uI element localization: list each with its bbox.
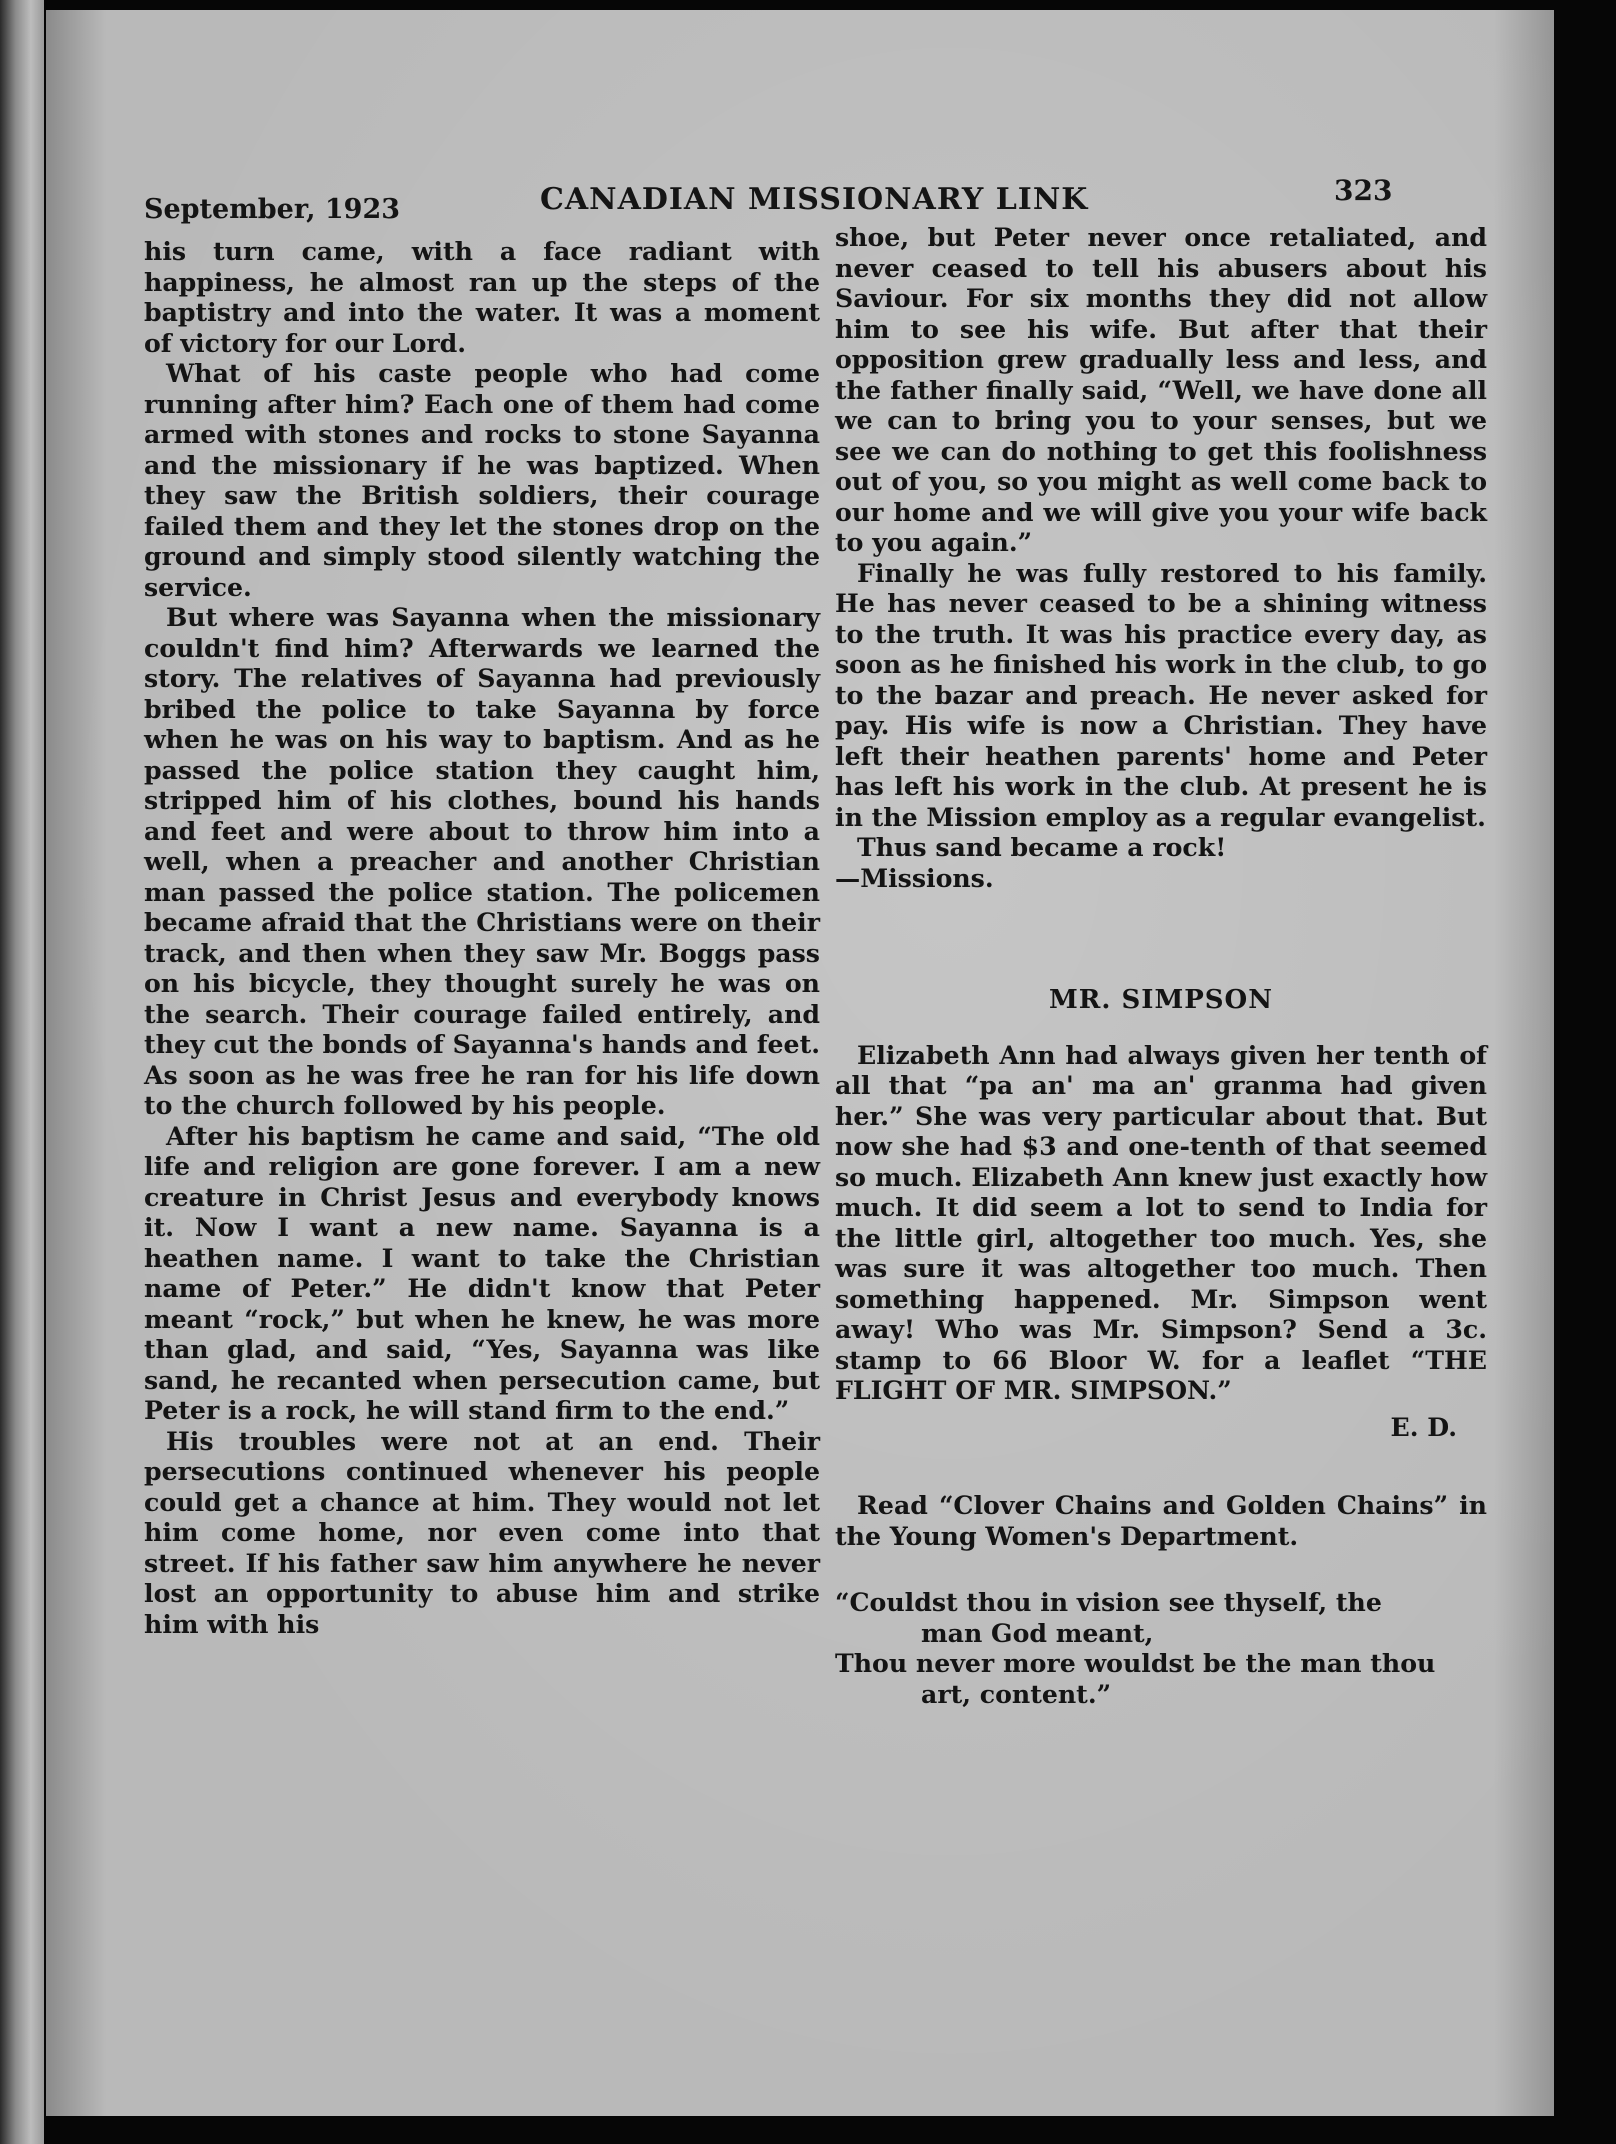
header-date: September, 1923 xyxy=(144,194,401,225)
left-paragraph-2: What of his caste people who had come running after him? Each one of them had come armed with stones and rocks to stone Sayanna and the missionary if he was baptized. When they saw the British soldiers, their courage failed them and they let the stones drop on the ground and simply stood silently watching the service. xyxy=(144,358,820,602)
right-column xyxy=(835,222,1487,1709)
header-page-number: 323 xyxy=(1334,174,1393,207)
right-paragraph-2: Finally he was fully restored to his family. He has never ceased to be a shining witness to the truth. It was his practice every day, as soon as he finished his work in the club, to go to the bazar and preach. He never asked for pay. His wife is now a Christian. They have left their heathen parents' home and Peter has left his work in the club. At present he is in the Mission employ as a regular evangelist. xyxy=(835,557,1487,832)
left-paragraph-1: his turn came, with a face radiant with happiness, he almost ran up the steps of the baptistry and into the water. It was a moment of victory for our Lord. xyxy=(144,236,820,358)
header-title: CANADIAN MISSIONARY LINK xyxy=(540,182,1089,217)
left-paragraph-4: After his baptism he came and said, “The old life and religion are gone forever. I am a new creature in Christ Jesus and everybody knows it. Now I want a new name. Sayanna is a heathen name. I want to take the Christian name of Peter.” He didn't know that Peter meant “rock,” but when he knew, he was more than glad, and said, “Yes, Sayanna was like sand, he recanted when persecution came, but Peter is a rock, he will stand firm to the end.” xyxy=(144,1120,820,1425)
poem-line-3: Thou never more wouldst be the man thou xyxy=(835,1648,1436,1678)
book-spine-edge xyxy=(0,0,44,2144)
right-paragraph-3: Thus sand became a rock! xyxy=(857,832,1227,862)
closing-poem xyxy=(835,1587,1487,1709)
article-heading: MR. SIMPSON xyxy=(1049,985,1273,1015)
left-paragraph-5: His troubles were not at an end. Their persecutions continued whenever his people could get a chance at him. They would not let him come home, nor even come into that street. If his father saw him anywhere he never lost an opportunity to abuse him and strike him with his xyxy=(144,1425,820,1639)
notice-paragraph: Read “Clover Chains and Golden Chains” in the Young Women's Department. xyxy=(835,1490,1487,1551)
poem-line-4: art, content.” xyxy=(921,1678,1112,1709)
poem-line-2: man God meant, xyxy=(921,1617,1154,1648)
left-paragraph-3: But where was Sayanna when the missionary couldn't find him? Afterwards we learned the story. The relatives of Sayanna had previously bribed the police to take Sayanna by force when he was on his way to baptism. And as he passed the police station they caught him, stripped him of his clothes, bound his hands and feet and were about to throw him into a well, when a preacher and another Christian man passed the police station. The policemen became afraid that the Christians were on their track, and then when they saw Mr. Boggs pass on his bicycle, they thought surely he was on the search. Their courage failed entirely, and they cut the bonds of Sayanna's hands and feet. As soon as he was free he ran for his life down to the church followed by his people. xyxy=(144,602,820,1120)
source-attribution: —Missions. xyxy=(835,862,994,893)
article-paragraph: Elizabeth Ann had always given her tenth of all that “pa an' ma an' granma had given her.” She was very particular about that. But now she had $3 and one-tenth of that seemed so much. Elizabeth Ann knew just exactly how much. It did seem a lot to send to India for the little girl, altogether too much. Yes, she was sure it was altogether too much. Then something happened. Mr. Simpson went away! Who was Mr. Simpson? Send a 3c. stamp to 66 Bloor W. for a leaflet “THE FLIGHT OF MR. SIMPSON.” xyxy=(835,1039,1487,1405)
article-signature: E. D. xyxy=(1390,1411,1457,1442)
right-paragraph-1: shoe, but Peter never once retaliated, and never ceased to tell his abusers about his Saviour. For six months they did not allow him to see his wife. But after that their opposition grew gradually less and less, and the father finally said, “Well, we have done all we can to bring you to your senses, but we see we can do nothing to get this foolishness out of you, so you might as well come back to our home and we will give you your wife back to you again.” xyxy=(835,222,1487,557)
left-column xyxy=(144,236,820,1639)
poem-line-1: “Couldst thou in vision see thyself, the xyxy=(835,1587,1382,1617)
